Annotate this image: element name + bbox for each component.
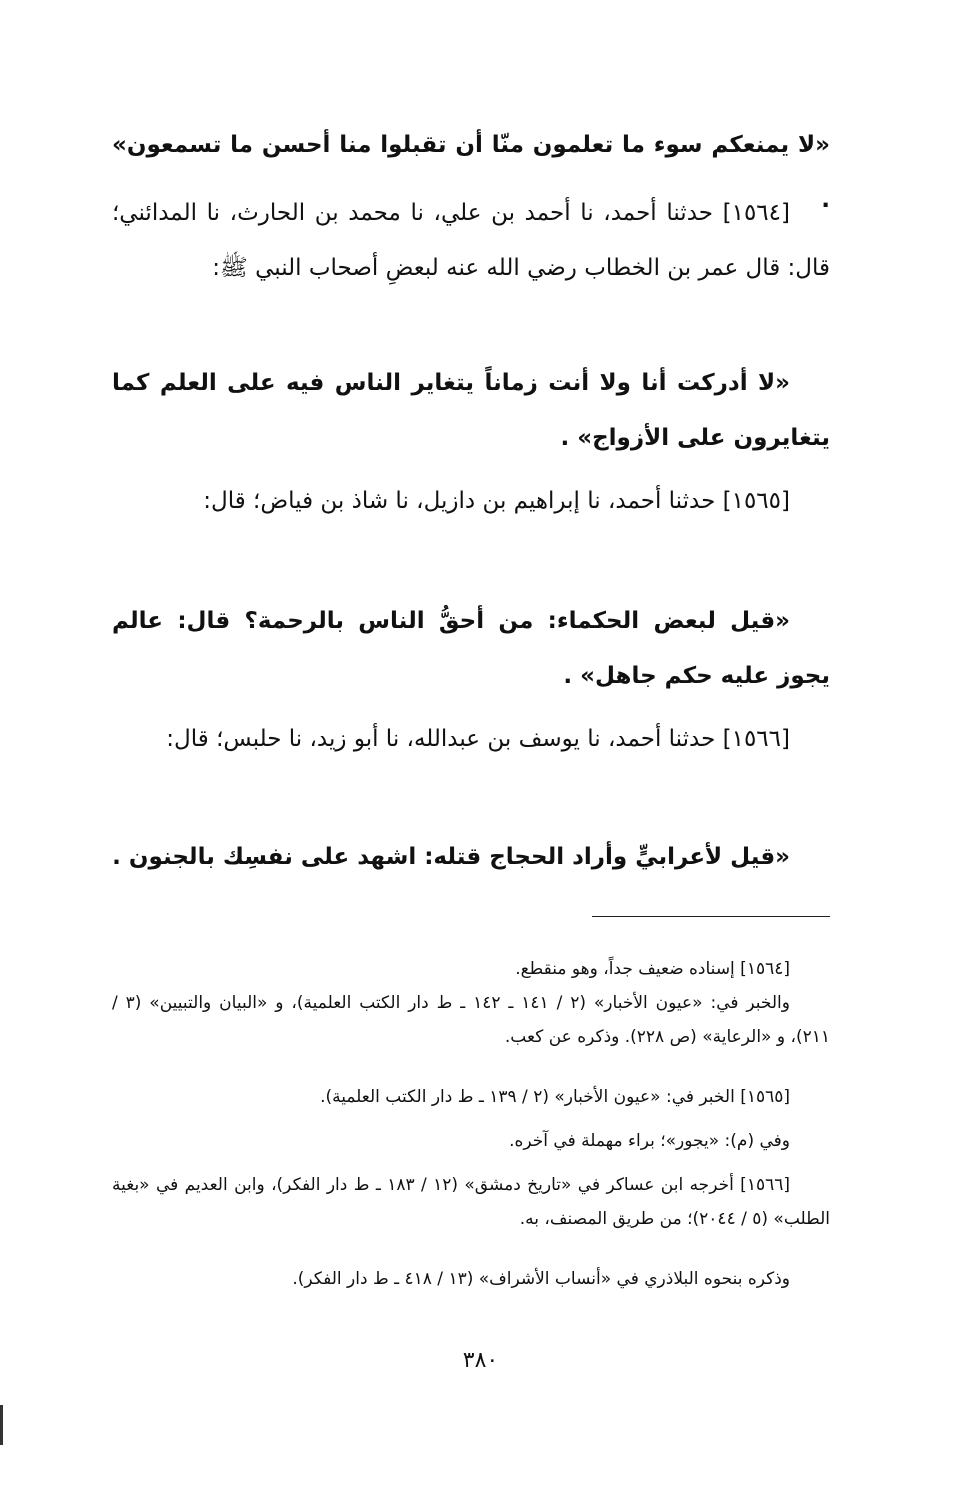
- footnote-1564-b: والخبر في: «عيون الأخبار» (٢ / ١٤١ ـ ١٤٢ ـ ط دار الكتب العلمية)، و «البيان والتبيين» (٣ / ٢١١)، و «الرعاية» (ص ٢٢٨). وذكره عن كعب.: [112, 993, 830, 1047]
- footnote-1565-a: [١٥٦٥] الخبر في: «عيون الأخبار» (٢ / ١٣٩ ـ ط دار الكتب العلمية).: [320, 1087, 790, 1107]
- scan-edge-mark: [0, 1405, 3, 1445]
- quote-1565: «قيل لبعض الحكماء: من أحقُّ الناس بالرحمة؟ قال: عالم يجوز عليه حكم جاهل» .: [112, 608, 830, 689]
- footnote-1565-b: وفي (م): «يجور»؛ براء مهملة في آخره.: [509, 1131, 790, 1151]
- page-number: ٣٨٠: [462, 1348, 499, 1373]
- footnote-1566-a: [١٥٦٦] أخرجه ابن عساكر في «تاريخ دمشق» (١٢ / ١٨٣ ـ ط دار الفكر)، وابن العديم في «بغية الطلب» (٥ / ٢٠٤٤)؛ من طريق المصنف، به.: [112, 1175, 830, 1229]
- isnad-1565: [١٥٦٥] حدثنا أحمد، نا إبراهيم بن دازيل، نا شاذ بن فياض؛ قال:: [203, 488, 790, 514]
- footnote-1564-a: [١٥٦٤] إسناده ضعيف جداً، وهو منقطع.: [515, 959, 790, 979]
- quote-1563-end: «لا يمنعكم سوء ما تعلمون منّا أن تقبلوا منا أحسن ما تسمعون» .: [112, 132, 830, 213]
- footnote-1566-b: وذكره بنحوه البلاذري في «أنساب الأشراف» (١٣ / ٤١٨ ـ ط دار الفكر).: [292, 1269, 790, 1289]
- isnad-1564: [١٥٦٤] حدثنا أحمد، نا أحمد بن علي، نا محمد بن الحارث، نا المدائني؛ قال: قال عمر بن الخطاب رضي الله عنه لبعضِ أصحاب النبي ﷺ:: [112, 200, 830, 281]
- isnad-1566: [١٥٦٦] حدثنا أحمد، نا يوسف بن عبدالله، نا أبو زيد، نا حلبس؛ قال:: [166, 726, 790, 752]
- quote-1566: «قيل لأعرابيٍّ وأراد الحجاج قتله: اشهد على نفسِك بالجنون .: [112, 844, 790, 870]
- quote-1564: «لا أدركت أنا ولا أنت زماناً يتغاير الناس فيه على العلم كما يتغايرون على الأزواج» .: [112, 370, 830, 451]
- footnote-divider: [592, 916, 830, 917]
